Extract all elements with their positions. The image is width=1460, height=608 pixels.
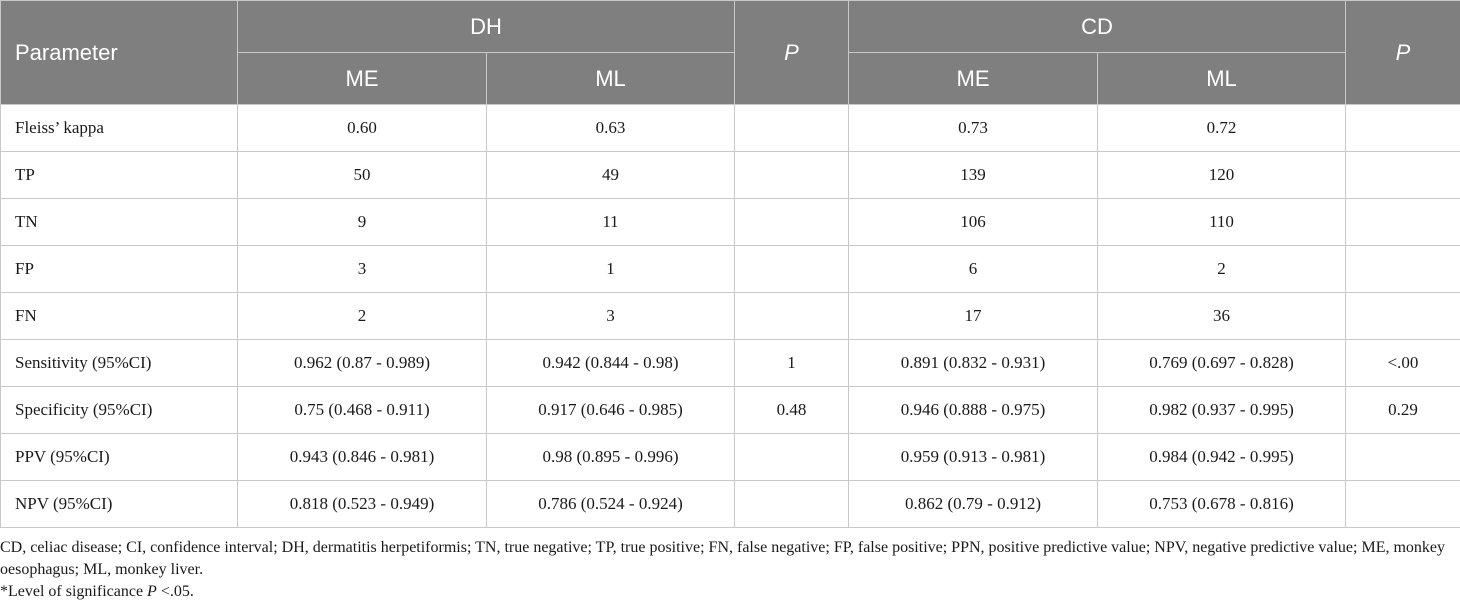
significance-suffix: <.05. <box>156 583 194 600</box>
p-cd-cell <box>1346 293 1460 340</box>
significance-prefix: *Level of significance <box>0 583 148 600</box>
parameter-cell: FN <box>1 293 238 340</box>
cd-ml-cell: 2 <box>1098 246 1346 293</box>
cd-header: CD <box>849 1 1346 53</box>
p-dh-cell: 1 <box>735 340 849 387</box>
dh-ml-cell: 1 <box>487 246 735 293</box>
cd-me-cell: 139 <box>849 152 1098 199</box>
table-row <box>1 340 1460 387</box>
significance-footnote <box>0 581 1460 603</box>
table-row <box>1 387 1460 434</box>
dh-ml-cell: 49 <box>487 152 735 199</box>
parameter-cell: PPV (95%CI) <box>1 434 238 481</box>
table-row <box>1 199 1460 246</box>
table-body <box>1 105 1460 528</box>
abbreviations-footnote: CD, celiac disease; CI, confidence interval; DH, dermatitis herpetiformis; TN, true negative; TP, true positive; FN, false negative; FP, false positive; PPN, positive predictive value; NPV, negative predictive value; ME, monkey oesophagus; ML, monkey liver. <box>0 539 1446 578</box>
cd-me-cell: 0.862 (0.79 - 0.912) <box>849 481 1098 528</box>
parameter-cell: Sensitivity (95%CI) <box>1 340 238 387</box>
dh-header: DH <box>238 1 735 53</box>
cd-me-cell: 0.946 (0.888 - 0.975) <box>849 387 1098 434</box>
table-row <box>1 152 1460 199</box>
header-row-1 <box>1 1 1460 53</box>
cd-me-cell: 6 <box>849 246 1098 293</box>
parameter-cell: FP <box>1 246 238 293</box>
p-dh-header: P <box>735 1 849 105</box>
dh-me-cell: 9 <box>238 199 487 246</box>
cd-me-cell: 0.73 <box>849 105 1098 152</box>
table-row <box>1 246 1460 293</box>
cd-me-cell: 0.891 (0.832 - 0.931) <box>849 340 1098 387</box>
cd-ml-cell: 36 <box>1098 293 1346 340</box>
p-cd-cell <box>1346 434 1460 481</box>
cd-ml-cell: 0.753 (0.678 - 0.816) <box>1098 481 1346 528</box>
p-cd-header: P <box>1346 1 1460 105</box>
p-dh-cell <box>735 105 849 152</box>
p-cd-cell <box>1346 199 1460 246</box>
dh-ml-cell: 0.63 <box>487 105 735 152</box>
dh-me-cell: 0.962 (0.87 - 0.989) <box>238 340 487 387</box>
table-row <box>1 481 1460 528</box>
p-dh-cell <box>735 293 849 340</box>
parameter-header: Parameter <box>1 1 238 105</box>
p-dh-cell <box>735 246 849 293</box>
cd-me-cell: 106 <box>849 199 1098 246</box>
dh-me-cell: 0.60 <box>238 105 487 152</box>
p-dh-cell <box>735 434 849 481</box>
cd-ml-cell: 0.982 (0.937 - 0.995) <box>1098 387 1346 434</box>
dh-me-cell: 2 <box>238 293 487 340</box>
dh-me-cell: 3 <box>238 246 487 293</box>
p-dh-cell <box>735 481 849 528</box>
p-cd-cell: 0.29 <box>1346 387 1460 434</box>
dh-ml-cell: 0.942 (0.844 - 0.98) <box>487 340 735 387</box>
p-cd-cell <box>1346 105 1460 152</box>
table-row <box>1 293 1460 340</box>
dh-ml-header: ML <box>487 53 735 105</box>
cd-ml-cell: 110 <box>1098 199 1346 246</box>
parameter-cell: Specificity (95%CI) <box>1 387 238 434</box>
cd-ml-cell: 0.984 (0.942 - 0.995) <box>1098 434 1346 481</box>
cd-me-header: ME <box>849 53 1098 105</box>
cd-ml-cell: 0.72 <box>1098 105 1346 152</box>
dh-me-cell: 0.943 (0.846 - 0.981) <box>238 434 487 481</box>
p-dh-cell <box>735 199 849 246</box>
cd-me-cell: 17 <box>849 293 1098 340</box>
p-cd-cell: <.00 <box>1346 340 1460 387</box>
dh-ml-cell: 0.917 (0.646 - 0.985) <box>487 387 735 434</box>
p-cd-cell <box>1346 246 1460 293</box>
parameter-cell: Fleiss’ kappa <box>1 105 238 152</box>
dh-me-cell: 0.75 (0.468 - 0.911) <box>238 387 487 434</box>
parameter-cell: TN <box>1 199 238 246</box>
parameter-cell: TP <box>1 152 238 199</box>
dh-me-header: ME <box>238 53 487 105</box>
p-dh-cell <box>735 152 849 199</box>
table-row <box>1 105 1460 152</box>
dh-me-cell: 50 <box>238 152 487 199</box>
cd-ml-header: ML <box>1098 53 1346 105</box>
cd-me-cell: 0.959 (0.913 - 0.981) <box>849 434 1098 481</box>
table-row <box>1 434 1460 481</box>
dh-ml-cell: 11 <box>487 199 735 246</box>
parameter-cell: NPV (95%CI) <box>1 481 238 528</box>
cd-ml-cell: 0.769 (0.697 - 0.828) <box>1098 340 1346 387</box>
dh-ml-cell: 0.98 (0.895 - 0.996) <box>487 434 735 481</box>
table-header <box>1 1 1460 105</box>
cd-ml-cell: 120 <box>1098 152 1346 199</box>
dh-me-cell: 0.818 (0.523 - 0.949) <box>238 481 487 528</box>
dh-ml-cell: 0.786 (0.524 - 0.924) <box>487 481 735 528</box>
p-cd-cell <box>1346 152 1460 199</box>
p-dh-cell: 0.48 <box>735 387 849 434</box>
p-cd-cell <box>1346 481 1460 528</box>
significance-p: P <box>147 583 157 600</box>
dh-ml-cell: 3 <box>487 293 735 340</box>
